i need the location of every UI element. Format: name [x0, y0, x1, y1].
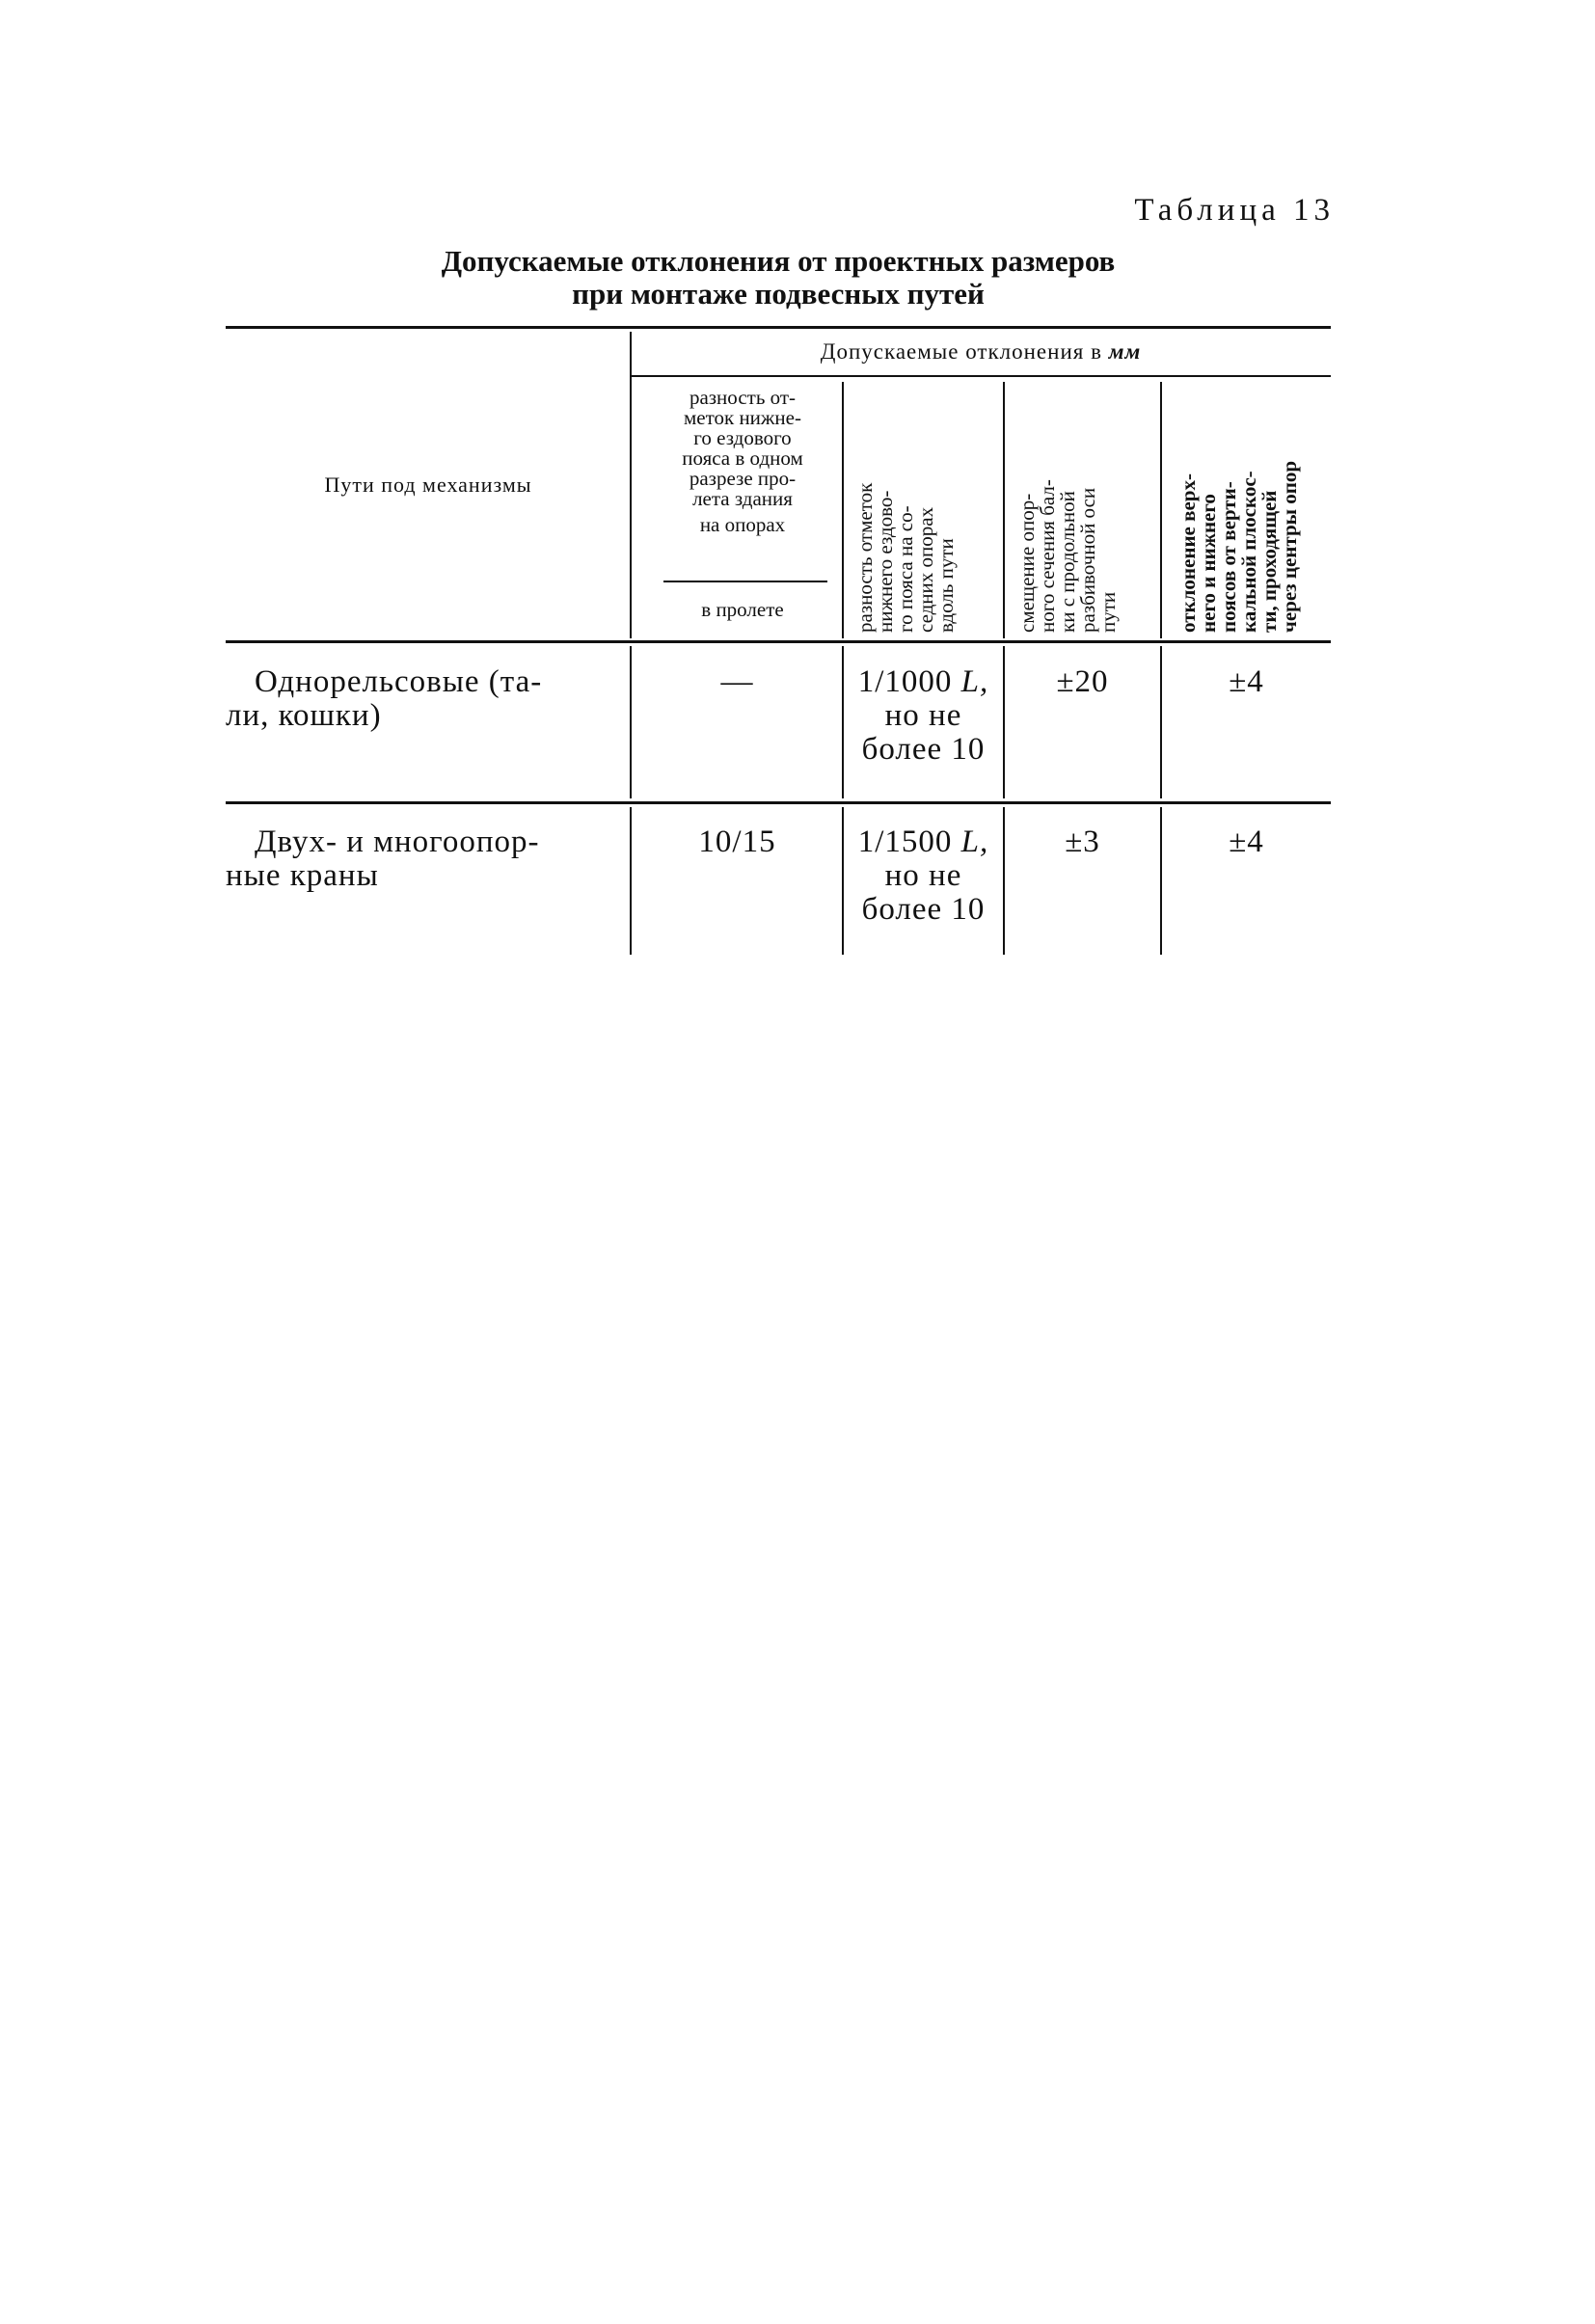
group-header-rule — [631, 375, 1331, 377]
table-row-2-col4: ±4 — [1229, 824, 1264, 859]
table-top-rule — [226, 326, 1331, 329]
col1-header-line: го ездового — [693, 426, 792, 449]
row-stub-line: ли, кошки) — [226, 698, 382, 733]
col2-fraction: 1/1000 — [857, 664, 953, 699]
col3-header-line: пути — [1096, 591, 1120, 633]
col3-header-text — [1017, 479, 1119, 633]
table-row-2-col3: ±3 — [1065, 824, 1100, 859]
col2-header-line: нижнего ездово- — [874, 490, 897, 633]
col3-header-line: ного сечения бал- — [1036, 479, 1059, 633]
col1-header-line: меток нижне- — [683, 406, 801, 429]
table-title-line-1: Допускаемые отклонения от проектных размеров — [441, 244, 1116, 278]
col1-header-fraction-bar — [663, 581, 827, 582]
table-row-1-stub — [226, 665, 611, 733]
col1-header-line: пояса в одном — [682, 446, 803, 470]
col1-header-line: разность от- — [689, 386, 797, 409]
col2-rest-line: но не — [884, 698, 962, 733]
table-row-2-stub — [226, 825, 611, 893]
col2-variable: L, — [960, 824, 989, 859]
col3-header-line: смещение опор- — [1015, 493, 1039, 633]
row-stub-line: ные краны — [226, 858, 379, 893]
stub-divider-row-2 — [630, 807, 632, 955]
row-stub-line: Двух- и многоопор- — [255, 824, 540, 859]
row-stub-line: Однорельсовые (та- — [255, 664, 543, 699]
stub-divider-row-1 — [630, 646, 632, 798]
tolerance-table — [226, 326, 1331, 955]
stub-header: Пути под механизмы — [324, 473, 532, 497]
col2-fraction: 1/1500 — [857, 824, 953, 859]
col-divider-3-header — [1160, 382, 1162, 638]
col1-header-line: разрезе про- — [689, 467, 797, 490]
col4-header-line: поясов от верти- — [1217, 481, 1240, 633]
col4-header-text — [1178, 461, 1300, 633]
col1-header-denominator: в пролете — [701, 598, 784, 621]
col1-header — [636, 388, 849, 535]
col4-header-line: ти, проходящей — [1257, 490, 1281, 633]
col2-rest-line: более 10 — [861, 732, 986, 767]
table-row-1-col3: ±20 — [1056, 664, 1109, 699]
col2-rest-line: более 10 — [861, 892, 986, 927]
col2-header-line: разность отметок — [853, 482, 877, 633]
col2-variable: L, — [960, 664, 989, 699]
table-title — [229, 245, 1328, 311]
table-number: Таблица 13 — [1134, 193, 1335, 228]
table-title-line-2: при монтаже подвесных путей — [572, 277, 985, 311]
col2-header-line: вдоль пути — [934, 538, 958, 633]
col2-header-line: седних опорах — [914, 506, 937, 633]
col4-header-line: кальной плоскос- — [1237, 471, 1260, 633]
col2-header-line: го пояса на со- — [894, 505, 917, 633]
table-row-2-col1: 10/15 — [698, 824, 776, 859]
col4-header-line: через центры опор — [1278, 460, 1301, 633]
group-header-unit: мм — [1108, 339, 1142, 364]
col1-header-numerator: на опорах — [699, 513, 786, 536]
header-bottom-rule — [226, 640, 1331, 643]
col2-rest-line: но не — [884, 858, 962, 893]
col4-header-line: него и нижнего — [1197, 494, 1220, 633]
table-row-1-col2 — [844, 665, 1003, 767]
table-row-2-col2 — [844, 825, 1003, 927]
table-row-1-col4: ±4 — [1229, 664, 1264, 699]
col-divider-2-header — [1003, 382, 1005, 638]
col3-header-line: разбивочной оси — [1076, 487, 1099, 633]
col3-header-line: ки с продольной — [1056, 491, 1079, 633]
group-header-label: Допускаемые отклонения в — [820, 339, 1102, 364]
row-separator-rule — [226, 801, 1331, 804]
col4-header-line: отклонение верх- — [1176, 473, 1200, 633]
group-header — [631, 339, 1331, 365]
table-row-1-col1: — — [720, 664, 754, 699]
col1-header-line: лета здания — [692, 487, 793, 510]
col2-header-text — [855, 483, 957, 633]
